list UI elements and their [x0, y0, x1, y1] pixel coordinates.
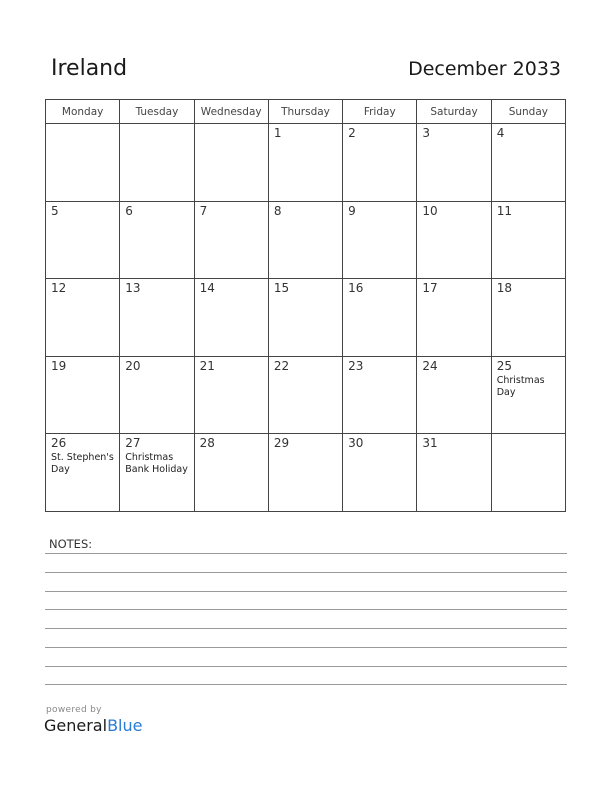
day-number: 18 [496, 281, 512, 296]
calendar-week-row [46, 279, 566, 357]
day-number: 10 [422, 203, 438, 218]
day-number: 23 [348, 358, 364, 373]
day-cell [343, 124, 417, 202]
powered-by-text: powered by [46, 705, 102, 715]
day-cell [194, 124, 268, 202]
country-title: Ireland [51, 56, 128, 81]
day-cell [417, 124, 491, 202]
day-cell [120, 434, 194, 512]
day-cell [194, 434, 268, 512]
day-cell [343, 279, 417, 357]
notes-rule-line [45, 666, 567, 667]
day-number: 16 [348, 281, 364, 296]
day-number: 24 [422, 358, 438, 373]
day-cell [491, 201, 565, 279]
holiday-label: Christmas Bank Holiday [125, 452, 188, 476]
day-number: 14 [199, 281, 215, 296]
weekday-wednesday: Wednesday [194, 100, 268, 124]
weekday-tuesday: Tuesday [120, 100, 194, 124]
day-cell [491, 279, 565, 357]
day-number: 13 [125, 281, 141, 296]
day-cell [417, 356, 491, 434]
weekday-thursday: Thursday [268, 100, 342, 124]
day-number: 7 [199, 203, 208, 218]
weekday-header-row [46, 100, 566, 124]
holiday-label: Christmas Day [496, 374, 545, 398]
day-number: 8 [273, 203, 282, 218]
day-number: 17 [422, 281, 438, 296]
weekday-saturday: Saturday [417, 100, 491, 124]
day-cell [268, 279, 342, 357]
day-number: 27 [125, 436, 141, 451]
day-number: 20 [125, 358, 141, 373]
day-number: 30 [348, 436, 364, 451]
notes-rule-line [45, 572, 567, 573]
notes-rule-line [45, 609, 567, 610]
day-number: 25 [496, 358, 512, 373]
day-cell [343, 356, 417, 434]
day-cell [343, 434, 417, 512]
day-cell [46, 434, 120, 512]
day-number: 22 [273, 358, 290, 373]
calendar-grid [45, 99, 566, 512]
day-number: 11 [496, 203, 512, 218]
day-number: 5 [51, 203, 59, 218]
day-cell [343, 201, 417, 279]
notes-rule-line [45, 684, 567, 685]
day-cell [194, 201, 268, 279]
notes-label: NOTES: [49, 537, 93, 551]
logo-general-text: General [44, 716, 108, 735]
day-cell [46, 279, 120, 357]
day-number: 3 [422, 126, 431, 140]
day-cell [46, 356, 120, 434]
day-number: 9 [348, 203, 356, 218]
day-cell [120, 201, 194, 279]
day-number: 21 [199, 358, 215, 373]
day-cell [491, 356, 565, 434]
day-number: 29 [273, 436, 290, 451]
day-number: 6 [125, 203, 133, 218]
day-cell [194, 279, 268, 357]
month-title: December 2033 [408, 58, 561, 80]
day-cell [491, 124, 565, 202]
day-cell [268, 201, 342, 279]
day-number: 26 [51, 436, 67, 451]
calendar-week-row [46, 124, 566, 202]
day-number: 4 [496, 126, 505, 140]
day-number: 28 [199, 436, 215, 451]
generalblue-logo [44, 716, 142, 736]
day-cell [46, 201, 120, 279]
calendar-week-row [46, 201, 566, 279]
day-cell [417, 434, 491, 512]
day-number: 2 [348, 126, 356, 140]
logo-blue-text: Blue [107, 716, 143, 735]
day-number: 31 [422, 436, 438, 451]
day-number: 12 [51, 281, 67, 296]
day-number: 1 [273, 126, 282, 140]
holiday-label: St. Stephen's Day [51, 452, 114, 476]
notes-rule-line [45, 591, 567, 592]
notes-rule-line [45, 647, 567, 648]
calendar-week-row [46, 434, 566, 512]
weekday-sunday: Sunday [491, 100, 565, 124]
calendar-week-row [46, 356, 566, 434]
day-number: 19 [51, 358, 67, 373]
weekday-monday: Monday [46, 100, 120, 124]
day-cell [46, 124, 120, 202]
day-cell [268, 124, 342, 202]
day-cell [194, 356, 268, 434]
day-cell [417, 201, 491, 279]
day-cell [120, 356, 194, 434]
day-cell [417, 279, 491, 357]
calendar-body [46, 124, 566, 512]
day-cell [268, 356, 342, 434]
day-cell [268, 434, 342, 512]
weekday-friday: Friday [343, 100, 417, 124]
day-cell [491, 434, 565, 512]
notes-rule-line [45, 628, 567, 629]
day-cell [120, 124, 194, 202]
day-number: 15 [273, 281, 290, 296]
day-cell [120, 279, 194, 357]
notes-rule-line [45, 553, 567, 554]
